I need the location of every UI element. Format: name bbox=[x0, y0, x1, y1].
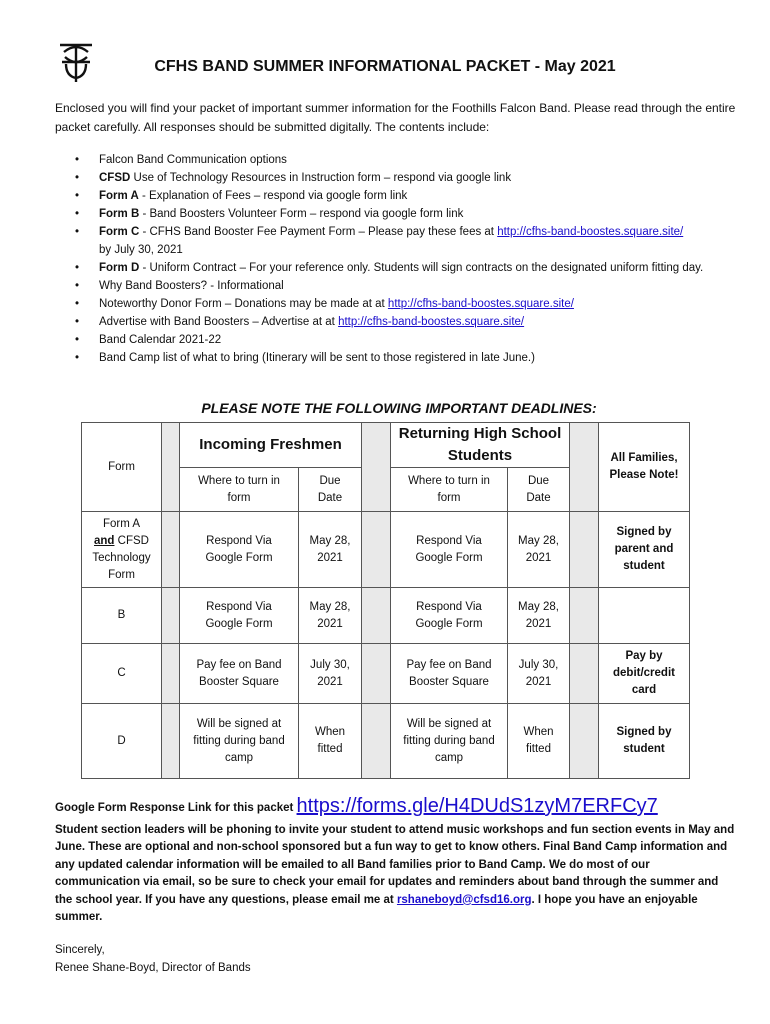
table-row bbox=[82, 644, 690, 704]
list-item: • Band Calendar 2021-22 bbox=[55, 331, 755, 349]
google-form-label: Google Form Response Link for this packet bbox=[55, 802, 297, 814]
freshmen-due-cell: July 30, 2021 bbox=[299, 644, 362, 704]
list-item: • Why Band Boosters? - Informational bbox=[55, 277, 755, 295]
list-item: • Falcon Band Communication options bbox=[55, 151, 755, 169]
freshmen-where-cell: Respond Via Google Form bbox=[180, 512, 299, 588]
closing-paragraph: Student section leaders will be phoning to invite your student to attend music workshops and fun section events in May and June. These are optional and non-school sponsored but a fun way to get to know others. Final Band Camp information and any updated calendar information will be emailed to all Band families prior to Band Camp. We do most of our communication via email, so be sure to check your email for updates and reminders about band through the summer and the school year. If you have any questions, please email me at rshaneboyd@cfsd16.org. I hope you have an enjoyable summer. bbox=[55, 824, 735, 924]
returning-where-cell: Will be signed at fitting during band camp bbox=[391, 704, 508, 779]
list-item: • CFSD Use of Technology Resources in Instruction form – respond via google link bbox=[55, 169, 755, 187]
note-cell: Pay by debit/credit card bbox=[599, 644, 690, 704]
table-row bbox=[82, 704, 690, 779]
returning-due-cell: May 28, 2021 bbox=[508, 588, 570, 644]
intro-paragraph: Enclosed you will find your packet of important summer information for the Foothills Falcon Band. Please read through the entire packet carefully. All responses should be submitted digitally. The contents include: bbox=[55, 101, 736, 134]
form-cell: Form A and CFSD Technology Form bbox=[82, 512, 162, 588]
freshmen-where-cell: Pay fee on Band Booster Square bbox=[180, 644, 299, 704]
returning-where-cell: Pay fee on Band Booster Square bbox=[391, 644, 508, 704]
list-item: • Form D - Uniform Contract – For your reference only. Students will sign contracts on the designated uniform fitting day. bbox=[55, 259, 755, 277]
contents-list bbox=[55, 151, 755, 367]
form-cell: C bbox=[82, 644, 162, 704]
returning-due-cell: May 28, 2021 bbox=[508, 512, 570, 588]
due-header: Due Date bbox=[299, 468, 362, 512]
freshmen-where-cell: Will be signed at fitting during band camp bbox=[180, 704, 299, 779]
donor-link[interactable]: http://cfhs-band-boostes.square.site/ bbox=[387, 298, 574, 310]
returning-where-cell: Respond Via Google Form bbox=[391, 588, 508, 644]
freshmen-due-cell: May 28, 2021 bbox=[299, 588, 362, 644]
closing-salutation: Sincerely, bbox=[55, 944, 105, 956]
families-header: All Families, Please Note! bbox=[599, 423, 690, 512]
form-cell: D bbox=[82, 704, 162, 779]
deadlines-heading: PLEASE NOTE THE FOLLOWING IMPORTANT DEADLINES: bbox=[201, 400, 597, 416]
deadlines-table bbox=[81, 422, 690, 779]
signature-block bbox=[55, 941, 251, 977]
due-header: Due Date bbox=[508, 468, 570, 512]
list-item: • Band Camp list of what to bring (Itinerary will be sent to those registered in late June.) bbox=[55, 349, 755, 367]
page-title: CFHS BAND SUMMER INFORMATIONAL PACKET - May 2021 bbox=[154, 58, 616, 75]
google-form-line bbox=[55, 795, 658, 818]
google-form-link[interactable]: https://forms.gle/H4DUdS1zyM7ERFCy7 bbox=[296, 795, 658, 817]
list-item: • Form A - Explanation of Fees – respond via google form link bbox=[55, 187, 755, 205]
returning-header: Returning High School Students bbox=[391, 423, 570, 468]
freshmen-due-cell: When fitted bbox=[299, 704, 362, 779]
note-cell bbox=[599, 588, 690, 644]
freshmen-due-cell: May 28, 2021 bbox=[299, 512, 362, 588]
where-header: Where to turn in form bbox=[180, 468, 299, 512]
square-site-link[interactable]: http://cfhs-band-boostes.square.site/ bbox=[497, 226, 684, 238]
list-item: • Noteworthy Donor Form – Donations may be made at at http://cfhs-band-boostes.square.site/ bbox=[55, 295, 755, 313]
note-cell: Signed by student bbox=[599, 704, 690, 779]
table-row bbox=[82, 512, 690, 588]
list-item: • Form B - Band Boosters Volunteer Form – respond via google form link bbox=[55, 205, 755, 223]
returning-due-cell: July 30, 2021 bbox=[508, 644, 570, 704]
form-header: Form bbox=[82, 423, 162, 512]
list-item: • Form C - CFHS Band Booster Fee Payment Form – Please pay these fees at http://cfhs-band-boostes.square.site/ by July 30, 2021 bbox=[55, 223, 755, 259]
freshmen-header: Incoming Freshmen bbox=[180, 423, 362, 468]
note-cell: Signed by parent and student bbox=[599, 512, 690, 588]
email-link[interactable]: rshaneboyd@cfsd16.org bbox=[396, 893, 532, 906]
table-row bbox=[82, 588, 690, 644]
returning-where-cell: Respond Via Google Form bbox=[391, 512, 508, 588]
signature-name: Renee Shane-Boyd, Director of Bands bbox=[55, 962, 251, 974]
list-item: • Advertise with Band Boosters – Advertise at at http://cfhs-band-boostes.square.site/ bbox=[55, 313, 755, 331]
form-cell: B bbox=[82, 588, 162, 644]
freshmen-where-cell: Respond Via Google Form bbox=[180, 588, 299, 644]
advertise-link[interactable]: http://cfhs-band-boostes.square.site/ bbox=[338, 316, 525, 328]
where-header: Where to turn in form bbox=[391, 468, 508, 512]
returning-due-cell: When fitted bbox=[508, 704, 570, 779]
